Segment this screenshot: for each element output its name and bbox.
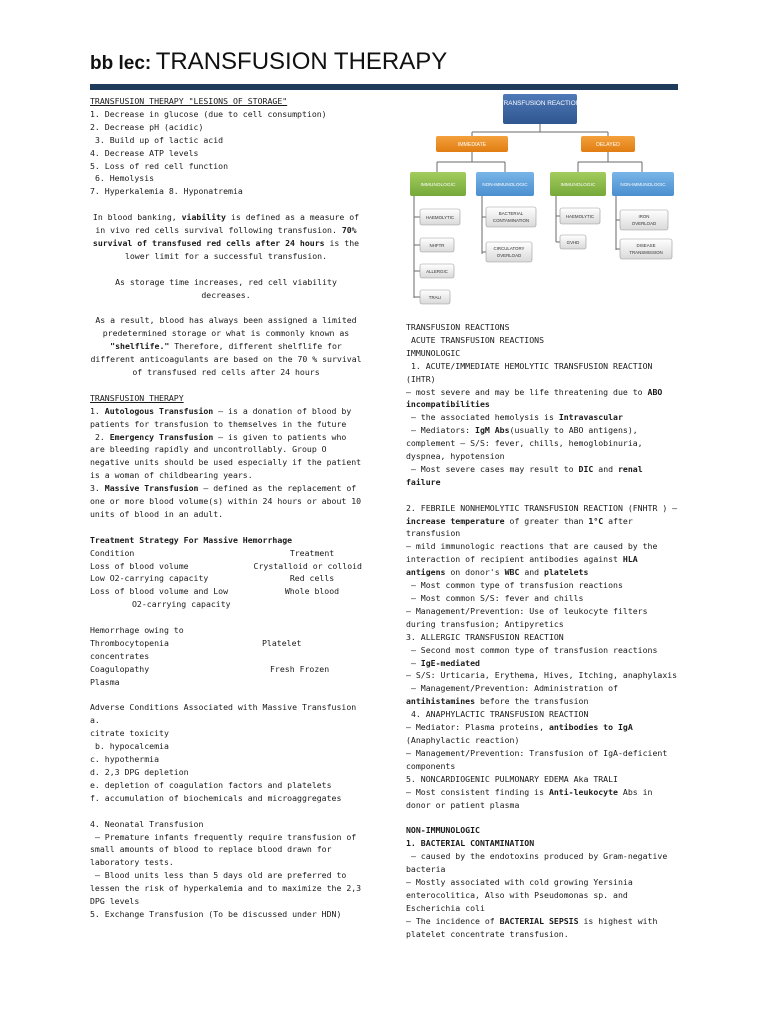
massive-paragraph: 3. Massive Transfusion – defined as the replacement of one or more blood volume(s) within 24 hours or about 10 units of blood in an adult.: [90, 483, 367, 519]
ahtr-severity: – most severe and may be life threatening due to ABO incompatibilities: [406, 386, 668, 410]
strategy-row: Low O2-carrying capacity Red cells: [90, 573, 335, 584]
anaphylactic-management: – Management/Prevention: Transfusion of IgA-deficient components: [406, 747, 673, 771]
trali-finding: – Most consistent finding is Anti-leukocyte Abs in donor or patient plasma: [406, 786, 658, 810]
allergic-title: 3. ALLERGIC TRANSFUSION REACTION: [406, 631, 564, 642]
bacterial-contamination-box: [486, 207, 536, 227]
trali-title: 5. NONCARDIOGENIC PULMONARY EDEMA Aka TRALI: [406, 773, 618, 784]
anaphylactic-mediator: – Mediator: Plasma proteins, antibodies to IgA (Anaphylactic reaction): [406, 722, 638, 745]
ahtr-mediators: – Mediators: IgM Abs(usually to ABO antigens), complement – S/S: fever, chills, hemoglobinuria, dyspnea, hypotension: [406, 425, 648, 462]
autologous-paragraph: 1. Autologous Transfusion – is a donation of blood by patients for transfusion to themselves in the future: [90, 405, 357, 429]
acute-heading: ACUTE TRANSFUSION REACTIONS: [406, 334, 545, 345]
strategy-row-cont: O2-carrying capacity: [132, 599, 231, 610]
emergency-paragraph: 2. Emergency Transfusion – is given to patients who are bleeding rapidly and uncontrollably. Group O negative units should be used especially if the patient is a woman of childbearing years.: [90, 431, 367, 481]
delayed-haemolytic-label: HAEMOLYTIC: [565, 214, 595, 219]
root-label: TRANSFUSION REACTION: [499, 100, 581, 107]
adverse-line: citrate toxicity: [90, 728, 169, 739]
fnhtr-title: 2. FEBRILE NONHEMOLYTIC TRANSFUSION REACTION (FNHTR ) – increase temperature of greater than 1°C after transfusion: [406, 502, 683, 539]
bacterial-sepsis: – The incidence of BACTERIAL SEPSIS is highest with platelet concentrate transfusion.: [406, 915, 663, 939]
transfusion-reaction-diagram: [408, 92, 680, 306]
bacterial-cause: – caused by the endotoxins produced by Gram-negative bacteria: [406, 851, 673, 875]
hemorrhage-owing: Hemorrhage owing to: [90, 625, 184, 636]
adverse-line: Adverse Conditions Associated with Massive Transfusion a.: [90, 702, 362, 726]
page-title: [90, 48, 447, 76]
lesion-item: 3. Build up of lactic acid: [90, 134, 224, 145]
nonimmunologic-heading: NON-IMMUNOLOGIC: [406, 825, 480, 836]
disease-transmission-box: [620, 239, 672, 259]
title-main: TRANSFUSION THERAPY: [155, 48, 448, 75]
disease-label-2: TRANSMISSION: [629, 250, 663, 255]
allergic-ss: – S/S: Urticaria, Erythema, Hives, Itching, anaphylaxis: [406, 670, 678, 681]
bacterial-label-1: BACTERIAL: [498, 211, 524, 216]
delayed-nonimmunologic-label: NON-IMMUNOLOGIC: [620, 182, 666, 187]
nhftr-label: NHFTR: [429, 243, 445, 248]
adverse-line: f. accumulation of biochemicals and microaggregates: [90, 792, 342, 803]
strategy-row: Coagulopathy Fresh Frozen: [90, 663, 330, 674]
lesion-item: 2. Decrease pH (acidic): [90, 121, 204, 132]
strategy-row-cont: Plasma: [90, 676, 120, 687]
lesion-item: 6. Hemolysis: [90, 173, 155, 184]
immunologic-heading: IMMUNOLOGIC: [406, 347, 461, 358]
allergic-line: – Second most common type of transfusion reactions: [406, 644, 658, 655]
allergic-management: – Management/Prevention: Administration of antihistamines before the transfusion: [406, 683, 623, 707]
adverse-line: c. hypothermia: [90, 754, 160, 765]
lesion-item: 7. Hyperkalemia 8. Hyponatremia: [90, 186, 243, 197]
immediate-immunologic-label: IMMUNOLOGIC: [420, 183, 456, 188]
right-column: [406, 321, 682, 940]
iron-label-2: OVERLOAD: [631, 221, 657, 226]
bacterial-organisms: – Mostly associated with cold growing Yersinia enterocolitica, Also with Pseudomonas sp. and Escherichia coli: [406, 876, 638, 913]
adverse-line: b. hypocalcemia: [90, 741, 169, 752]
viability-paragraph: In blood banking, viability is defined as a measure of in vivo red cells survival following transfusion. 70% survival of transfused red cells after 24 hours is the lower limit for a successful transfusion.: [92, 212, 365, 261]
exchange-line: 5. Exchange Transfusion (To be discussed under HDN): [90, 908, 342, 919]
shelflife-paragraph: As a result, blood has always been assigned a limited predetermined storage or what is commonly known as "shelflife." Therefore, different shelflife for different anticoagulants are based on the 70 % survival of transfused red cells after 24 hours: [90, 315, 367, 377]
circulatory-label-1: CIRCULATORY: [493, 246, 525, 251]
immediate-nonimmunologic-label: NON-IMMUNOLOGIC: [482, 182, 528, 187]
ahtr-title: 1. ACUTE/IMMEDIATE HEMOLYTIC TRANSFUSION REACTION (IHTR): [406, 360, 658, 384]
allergic-label: ALLERGIC: [426, 269, 448, 274]
trali-label: TRALI: [428, 295, 442, 300]
title-divider: [90, 84, 678, 90]
ahtr-result: – Most severe cases may result to DIC and renal failure: [406, 463, 648, 487]
therapy-heading: TRANSFUSION THERAPY: [90, 392, 184, 403]
strategy-header: Condition Treatment: [90, 547, 335, 558]
reactions-heading: TRANSFUSION REACTIONS: [406, 322, 510, 332]
neonatal-paragraph: – Premature infants frequently require transfusion of small amounts of blood to replace blood drawn for laboratory tests.: [90, 831, 362, 868]
delayed-immunologic-label: IMMUNOLOGIC: [560, 183, 596, 188]
delayed-label: DELAYED: [596, 142, 620, 148]
anaphylactic-title: 4. ANAPHYLACTIC TRANSFUSION REACTION: [406, 709, 589, 720]
allergic-ige: – IgE-mediated: [406, 657, 480, 668]
strategy-row: Loss of blood volume Crystalloid or colloid: [90, 560, 362, 571]
iron-overload-box: [620, 210, 668, 230]
fnhtr-line: – Most common type of transfusion reactions: [406, 580, 623, 591]
strategy-row-cont: concentrates: [90, 650, 150, 661]
storage-paragraph: As storage time increases, red cell viability decreases.: [115, 276, 342, 300]
gvhd-label: GVHD: [566, 240, 580, 245]
iron-label-1: IRON: [638, 214, 650, 219]
neonatal-paragraph: – Blood units less than 5 days old are preferred to lessen the risk of hyperkalemia and to maximize the 2,3 DPG levels: [90, 870, 367, 907]
lesion-item: 1. Decrease in glucose (due to cell consumption): [90, 108, 327, 119]
adverse-line: e. depletion of coagulation factors and platelets: [90, 779, 332, 790]
haemolytic-label: HAEMOLYTIC: [425, 215, 455, 220]
lesion-item: 4. Decrease ATP levels: [90, 147, 199, 158]
fnhtr-line: – Management/Prevention: Use of leukocyte filters during transfusion; Antipyretics: [406, 605, 653, 629]
disease-label-1: DISEASE: [636, 243, 656, 248]
lesions-heading: TRANSFUSION THERAPY "LESIONS OF STORAGE": [90, 96, 288, 106]
fnhtr-mild: – mild immunologic reactions that are caused by the interaction of recipient antibodies against HLA antigens on donor's WBC and platelets: [406, 541, 663, 578]
lesion-item: 5. Loss of red cell function: [90, 160, 229, 171]
root-box: [503, 94, 577, 124]
ahtr-hemolysis: – the associated hemolysis is Intravascular: [406, 412, 623, 423]
fnhtr-line: – Most common S/S: fever and chills: [406, 593, 584, 604]
strategy-heading: Treatment Strategy For Massive Hemorrhage: [90, 534, 293, 545]
left-column: [90, 95, 367, 921]
bacterial-label-2: CONTAMINATION: [492, 218, 530, 223]
immediate-label: IMMEDIATE: [457, 142, 487, 148]
neonatal-heading: 4. Neonatal Transfusion: [90, 818, 204, 829]
circulatory-overload-box: [486, 242, 532, 262]
strategy-row: Thrombocytopenia Platelet: [90, 637, 302, 648]
strategy-row: Loss of blood volume and Low Whole blood: [90, 586, 340, 597]
bacterial-title: 1. BACTERIAL CONTAMINATION: [406, 838, 535, 849]
title-prefix: bb lec:: [90, 53, 152, 74]
circulatory-label-2: OVERLOAD: [496, 253, 522, 258]
adverse-line: d. 2,3 DPG depletion: [90, 767, 189, 778]
